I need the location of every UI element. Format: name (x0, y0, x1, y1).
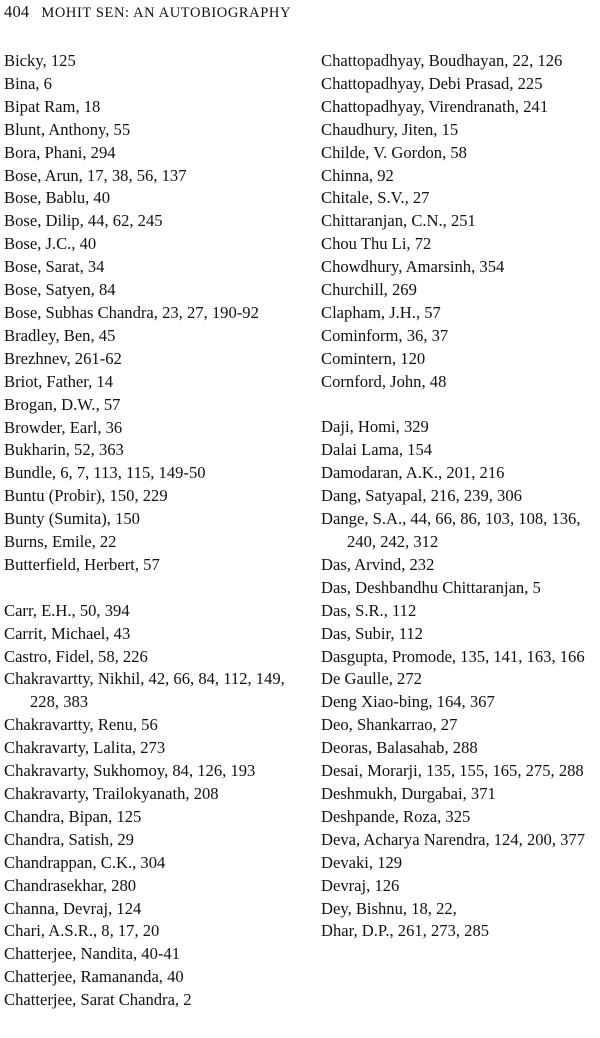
index-entry: Devraj, 126 (321, 875, 400, 895)
index-entry: Chattopadhyay, Virendranath, 241 (321, 96, 549, 116)
index-entry: Dang, Satyapal, 216, 239, 306 (321, 486, 522, 506)
running-head (4, 2, 291, 22)
index-entry: Deva, Acharya Narendra, 124, 200, 377 (321, 829, 586, 849)
index-entry: Chandrasekhar, 280 (4, 875, 137, 895)
index-entry: Brogan, D.W., 57 (4, 394, 121, 414)
index-entry: Bose, Subhas Chandra, 23, 27, 190-92 (4, 302, 259, 322)
index-entry: Chakravarty, Trailokyanath, 208 (4, 783, 219, 803)
index-entry: Carrit, Michael, 43 (4, 623, 131, 643)
index-entry: Bipat Ram, 18 (4, 96, 101, 116)
index-column-left (4, 50, 300, 1012)
index-entry: Bradley, Ben, 45 (4, 325, 116, 345)
index-entry: Deshmukh, Durgabai, 371 (321, 783, 496, 803)
index-entry: Dhar, D.P., 261, 273, 285 (321, 921, 490, 941)
index-entry: Chatterjee, Sarat Chandra, 2 (4, 990, 192, 1010)
index-entry: Bora, Phani, 294 (4, 142, 116, 162)
index-entry: Bundle, 6, 7, 113, 115, 149-50 (4, 463, 206, 483)
index-entry: Das, Arvind, 232 (321, 554, 435, 574)
index-entry: Chaudhury, Jiten, 15 (321, 119, 459, 139)
index-entry: Channa, Devraj, 124 (4, 898, 142, 918)
index-entry: Childe, V. Gordon, 58 (321, 142, 467, 162)
index-entry: Chakravartty, Renu, 56 (4, 715, 158, 735)
index-entry: Chattopadhyay, Debi Prasad, 225 (321, 73, 543, 93)
index-entry: Chakravarty, Lalita, 273 (4, 738, 166, 758)
index-entry: Chowdhury, Amarsinh, 354 (321, 257, 505, 277)
index-entry: Bose, Satyen, 84 (4, 280, 116, 300)
index-entry: Chakravarty, Sukhomoy, 84, 126, 193 (4, 761, 256, 781)
index-entry: Das, Subir, 112 (321, 623, 423, 643)
index-entry: De Gaulle, 272 (321, 669, 422, 689)
index-entry: Deo, Shankarrao, 27 (321, 715, 458, 735)
index-entry: Devaki, 129 (321, 852, 403, 872)
index-entry: Damodaran, A.K., 201, 216 (321, 463, 505, 483)
index-entry: Bose, J.C., 40 (4, 234, 97, 254)
index-entry: Chatterjee, Ramananda, 40 (4, 967, 184, 987)
page-number: 404 (4, 2, 30, 21)
index-entry: Blunt, Anthony, 55 (4, 119, 131, 139)
letter-group-gap (321, 394, 598, 417)
index-entry: Butterfield, Herbert, 57 (4, 554, 160, 574)
index-entry: Chandra, Bipan, 125 (4, 806, 142, 826)
index-entry: Clapham, J.H., 57 (321, 302, 441, 322)
index-entry: Comintern, 120 (321, 348, 426, 368)
index-entry: Castro, Fidel, 58, 226 (4, 646, 148, 666)
index-entry: Desai, Morarji, 135, 155, 165, 275, 288 (321, 761, 584, 781)
index-entry: Chandra, Satish, 29 (4, 829, 134, 849)
index-entry: Dalai Lama, 154 (321, 440, 433, 460)
index-entry: Daji, Homi, 329 (321, 417, 429, 437)
index-entry: Chari, A.S.R., 8, 17, 20 (4, 921, 160, 941)
index-entry: Briot, Father, 14 (4, 371, 114, 391)
index-entry: Chitale, S.V., 27 (321, 188, 430, 208)
index-entry: Bose, Bablu, 40 (4, 188, 111, 208)
index-entry: Brezhnev, 261-62 (4, 348, 122, 368)
index-entry: Bose, Dilip, 44, 62, 245 (4, 211, 163, 231)
letter-group-gap (4, 577, 300, 600)
index-entry: Chou Thu Li, 72 (321, 234, 432, 254)
index-entry: Bose, Arun, 17, 38, 56, 137 (4, 165, 187, 185)
index-entry: Bicky, 125 (4, 51, 76, 70)
index-entry: Cominform, 36, 37 (321, 325, 449, 345)
index-entry: Chatterjee, Nandita, 40-41 (4, 944, 181, 964)
index-entry: Deng Xiao-bing, 164, 367 (321, 692, 495, 712)
index-entry: Deshpande, Roza, 325 (321, 806, 471, 826)
index-entry: Dey, Bishnu, 18, 22, (321, 898, 457, 918)
index-entry: Burns, Emile, 22 (4, 532, 117, 552)
index-entry: Chandrappan, C.K., 304 (4, 852, 166, 872)
index-entry: Chinna, 92 (321, 165, 394, 185)
index-entry: Bukharin, 52, 363 (4, 440, 124, 460)
index-entry: Dange, S.A., 44, 66, 86, 103, 108, 136, 240, 242, 312 (321, 509, 581, 552)
index-entry: Chittaranjan, C.N., 251 (321, 211, 476, 231)
index-entry: Das, Deshbandhu Chittaranjan, 5 (321, 577, 541, 597)
index-entry: Chattopadhyay, Boudhayan, 22, 126 (321, 51, 563, 70)
index-entry: Bunty (Sumita), 150 (4, 509, 140, 529)
index-entry: Cornford, John, 48 (321, 371, 447, 391)
index-entry: Buntu (Probir), 150, 229 (4, 486, 168, 506)
index-column-right (321, 50, 598, 943)
index-entry: Dasgupta, Promode, 135, 141, 163, 166 (321, 646, 585, 666)
index-entry: Churchill, 269 (321, 280, 417, 300)
index-entry: Bose, Sarat, 34 (4, 257, 105, 277)
index-entry: Carr, E.H., 50, 394 (4, 600, 130, 620)
index-entry: Deoras, Balasahab, 288 (321, 738, 478, 758)
index-entry: Das, S.R., 112 (321, 600, 417, 620)
index-entry: Bina, 6 (4, 73, 52, 93)
book-title: MOHIT SEN: AN AUTOBIOGRAPHY (41, 5, 292, 21)
index-entry: Browder, Earl, 36 (4, 417, 123, 437)
index-entry: Chakravartty, Nikhil, 42, 66, 84, 112, 149, 228, 383 (4, 669, 285, 712)
